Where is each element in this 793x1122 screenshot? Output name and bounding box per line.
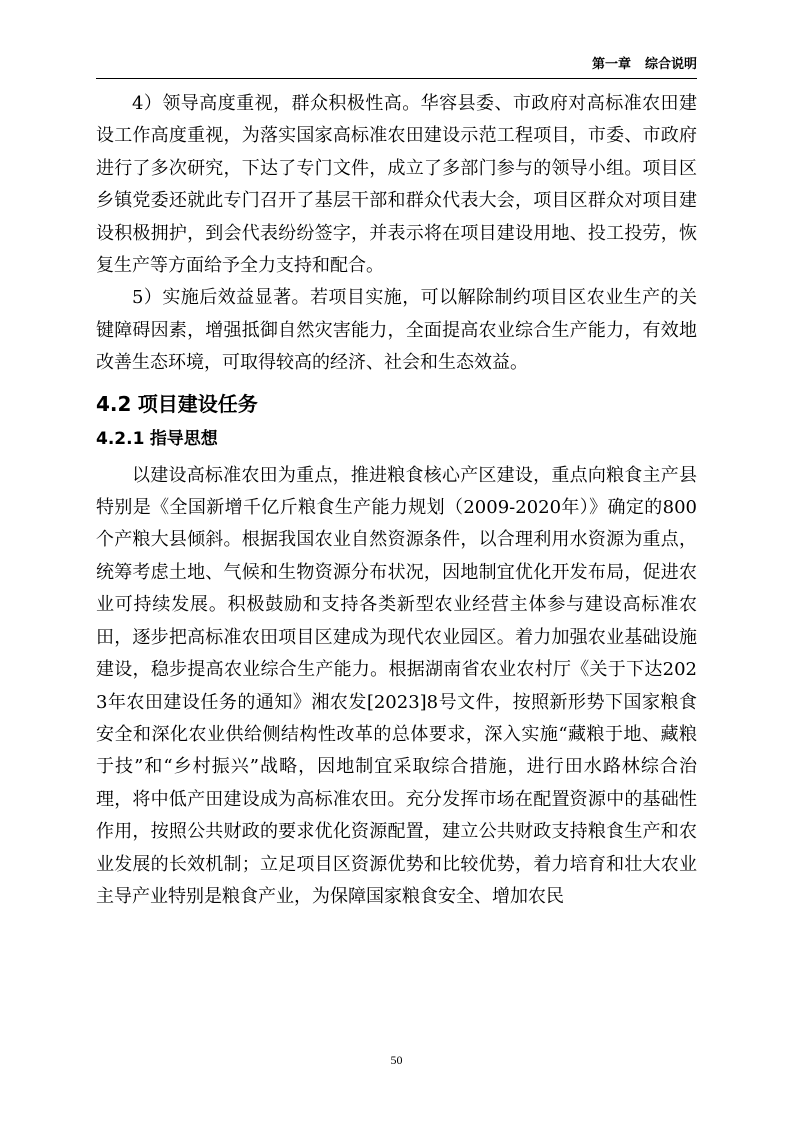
section-number: 4.2 (96, 391, 132, 416)
body-content (96, 88, 697, 913)
subsection-title: 指导思想 (149, 428, 218, 449)
paragraph-item-5: 5）实施后效益显著。若项目实施，可以解除制约项目区农业生产的关键障碍因素，增强抵御自然灾害能力，全面提高农业综合生产能力，有效地改善生态环境，可取得较高的经济、社会和生态效益。 (96, 287, 697, 374)
subsection-number: 4.2.1 (96, 428, 145, 449)
paragraph-item-4: 4）领导高度重视，群众积极性高。华容县委、市政府对高标准农田建设工作高度重视，为落实国家高标准农田建设示范工程项目，市委、市政府进行了多次研究，下达了专门文件，成立了多部门参与的领导小组。项目区乡镇党委还就此专门召开了基层干部和群众代表大会，项目区群众对项目建设积极拥护，到会代表纷纷签字，并表示将在项目建设用地、投工投劳，恢复生产等方面给予全力支持和配合。 (96, 93, 697, 277)
section-heading (96, 386, 697, 422)
guiding-principles-paragraph: 以建设高标准农田为重点，推进粮食核心产区建设，重点向粮食主产县特别是《全国新增千亿斤粮食生产能力规划（2009-2020年）》确定的800个产粮大县倾斜。根据我国农业自然资源条件，以合理利用水资源为重点，统筹考虑土地、气候和生物资源分布状况，因地制宜优化开发布局，促进农业可持续发展。积极鼓励和支持各类新型农业经营主体参与建设高标准农田，逐步把高标准农田项目区建成为现代农业园区。着力加强农业基础设施建设，稳步提高农业综合生产能力。根据湖南省农业农村厅《关于下达2023年农田建设任务的通知》湘农发[2023]8号文件，按照新形势下国家粮食安全和深化农业供给侧结构性改革的总体要求，深入实施“藏粮于地、藏粮于技”和“乡村振兴”战略，因地制宜采取综合措施，进行田水路林综合治理，将中低产田建设成为高标准农田。充分发挥市场在配置资源中的基础性作用，按照公共财政的要求优化资源配置，建立公共财政支持粮食生产和农业发展的长效机制；立足项目区资源优势和比较优势，着力培育和壮大农业主导产业特别是粮食产业，为保障国家粮食安全、增加农民 (96, 464, 697, 907)
chapter-title: 综合说明 (644, 57, 697, 72)
running-header (96, 52, 697, 79)
chapter-label: 第一章 (591, 57, 631, 72)
page-number: 50 (390, 1053, 403, 1067)
section-title: 项目建设任务 (137, 391, 258, 416)
subsection-heading (96, 422, 697, 456)
